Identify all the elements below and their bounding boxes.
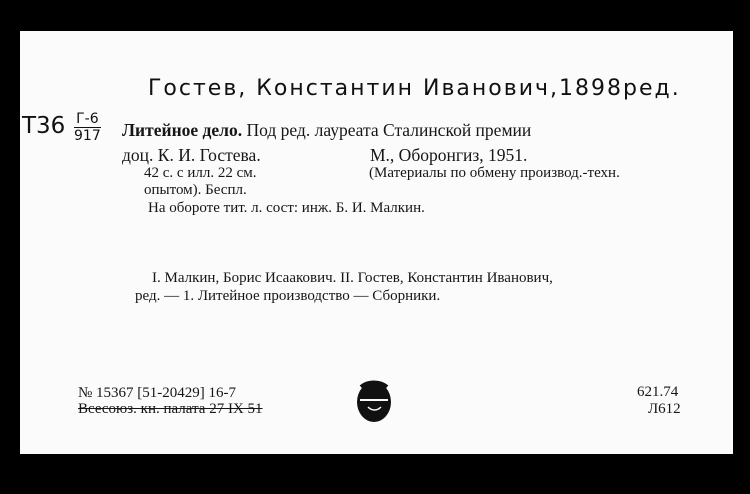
class-number-top: 621.74: [637, 384, 679, 400]
footer-chamber-line: Всесоюз. кн. палата 27 IX 51: [78, 401, 263, 417]
entry-note: На обороте тит. л. сост: инж. Б. И. Малкин.: [148, 200, 425, 216]
call-number-bottom: 917: [74, 128, 101, 144]
catalog-card: [20, 31, 733, 454]
entry-title: Литейное дело.: [122, 120, 243, 140]
entry-series-b: опытом). Беспл.: [144, 182, 247, 198]
entry-physical: 42 с. с илл. 22 см.: [144, 165, 257, 181]
entry-imprint: М., Оборонгиз, 1951.: [370, 145, 528, 165]
entry-editor: доц. К. И. Гостева.: [122, 145, 261, 165]
tracing-line-1: I. Малкин, Борис Исаакович. II. Гостев, Константин Иванович,: [152, 270, 553, 286]
call-number-top: Г-6: [74, 111, 101, 128]
handwritten-heading: Гостев, Константин Иванович,1898ред.: [148, 76, 681, 101]
call-number-main: Т36: [22, 113, 66, 139]
class-number-bottom: Л612: [648, 401, 681, 417]
entry-series-a: (Материалы по обмену производ.-техн.: [369, 165, 620, 181]
entry-line-1: [122, 120, 531, 141]
tracing-line-2: ред. — 1. Литейное производство — Сборники.: [135, 288, 441, 304]
entry-responsibility: Под ред. лауреата Сталинской премии: [246, 120, 532, 140]
call-number-fraction: [74, 111, 101, 144]
library-stamp-logo: [350, 375, 398, 425]
footer-number-line: № 15367 [51-20429] 16-7: [78, 385, 237, 401]
